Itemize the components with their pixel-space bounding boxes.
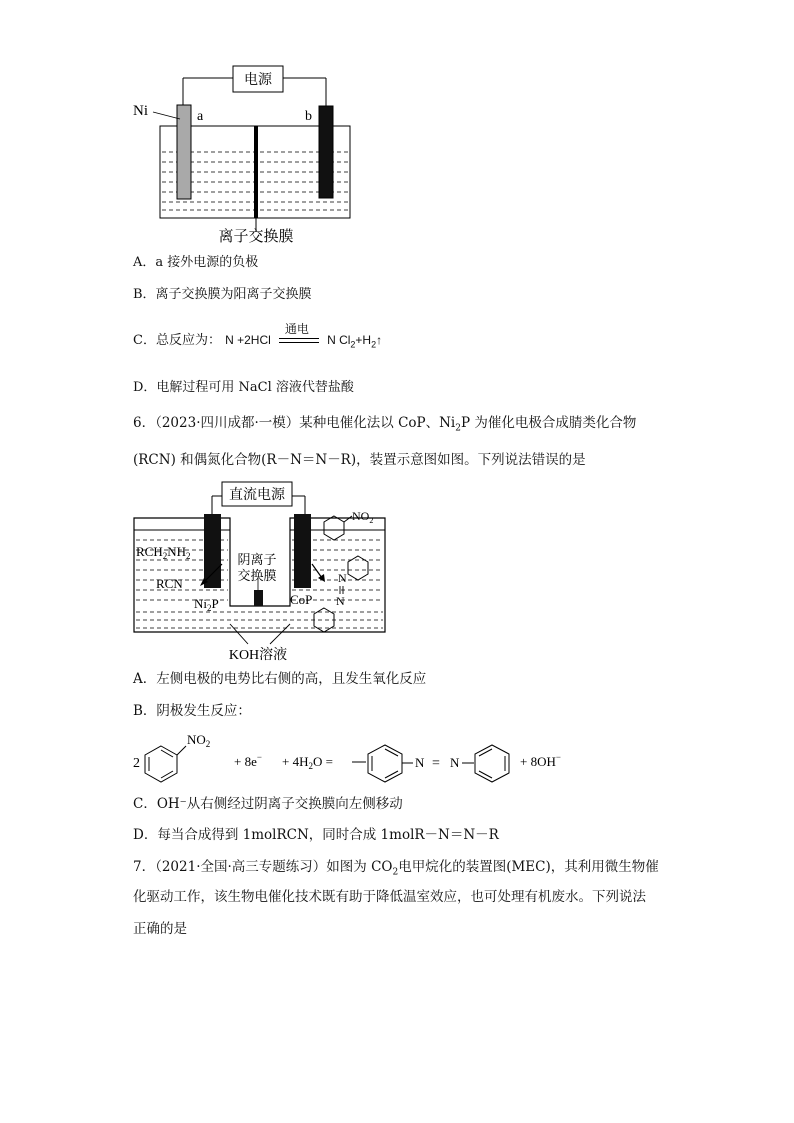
q6-option-b-equation [130,724,600,794]
subscript: 2 [350,339,356,350]
eq-text: + 4H [282,754,309,769]
azo-n1: N [338,571,347,585]
subscript: 2 [455,423,461,434]
eq-n2: N [450,755,460,770]
subscript: 2 [308,761,313,771]
ni-label: Ni [133,103,148,119]
subscript: 2 [205,739,211,749]
cop-label: CoP [290,592,313,607]
anion-exchange-membrane [254,590,263,606]
electrode-text-tail: P [211,596,219,611]
electrode-b [319,106,333,198]
q7-stem-line1 [133,856,659,884]
subscript: 2 [207,603,212,613]
no2-label [352,509,373,525]
benzene-ring-icon [145,746,177,782]
subscript: 2 [162,551,168,561]
product-rcn: RCN [156,576,183,591]
benzene-ring-icon [348,556,368,580]
eq-hydroxide [520,752,561,769]
eq-coefficient: 2 [133,756,140,771]
electrode-text: Ni [194,596,207,611]
q6-option-d: D．每当合成得到 1molRCN，同时合成 1molR－N＝N－R [133,827,499,843]
benzene-ring-icon [475,745,509,782]
q6-option-b: B．阴极发生反应： [133,703,251,719]
eq-text: + 8OH [520,754,556,769]
dc-power-label: 直流电源 [229,488,285,503]
membrane-label-line1: 阴离子 [237,552,277,567]
reactant-text-tail: NH [167,544,187,559]
subscript: 2 [392,867,399,878]
q6-stem-text: 6．（2023·四川成都·一模）某种电催化法以 CoP、Ni [133,415,456,431]
ni2p-label [194,596,219,613]
subscript: 2 [371,339,377,350]
eq-n1: N [415,755,425,770]
group-text: NO [187,732,206,747]
q5-option-a: A．a 接外电源的负极 [133,255,259,270]
subscript: 2 [186,551,191,561]
power-source-label: 电源 [244,73,272,88]
q5-option-c-left: N +2HCl [225,333,271,347]
reactant-rch2nh2 [136,544,191,561]
q6-stem-line1 [133,412,636,440]
gas-arrow-icon: ↑ [376,333,383,347]
eq-text: O = [312,754,333,769]
q5-option-c-prefix: C．总反应为： [133,333,221,348]
electrode-b-label: b [305,109,312,124]
q7-stem-text-tail: 电甲烷化的装置图(MEC)，其利用微生物催 [398,859,659,875]
q6-option-c: C．OH⁻从右侧经过阴离子交换膜向左侧移动 [133,796,403,812]
figure-1-electrolysis-cell [125,60,365,250]
superscript: − [555,752,561,762]
q6-stem-text-tail: P 为催化电极合成腈类化合物 [460,415,637,431]
q7-stem-line3: 正确的是 [133,921,187,937]
eq-electrons [234,752,262,769]
benzene-ring-icon [314,608,334,632]
eq-double-bond: = [432,756,440,771]
electrode-a-label: a [197,109,204,124]
q5-option-b: B．离子交换膜为阳离子交换膜 [133,287,312,302]
eq-text: + 8e [234,754,257,769]
q5-option-c [133,321,383,354]
group-text: NO [352,509,370,523]
q5-option-c-right: N Cl [327,333,351,347]
membrane-label: 离子交换膜 [218,229,294,245]
ni2p-electrode [204,514,221,588]
q7-stem-text: 7．（2021·全国·高三专题练习）如图为 CO [133,859,393,875]
eq-no2 [187,732,210,749]
cop-electrode [294,514,311,588]
q7-stem-line2: 化驱动工作，该生物电催化技术既有助于降低温室效应，也可处理有机废水。下列说法 [133,889,646,905]
eq-water [282,754,333,771]
benzene-ring-icon [324,516,344,540]
superscript: − [256,752,262,762]
q6-option-a: A．左侧电极的电势比右侧的高，且发生氧化反应 [133,671,427,687]
q5-option-d: D．电解过程可用 NaCl 溶液代替盐酸 [133,380,354,395]
q5-option-c-condition: 通电 [284,321,309,336]
q5-option-c-h: +H [355,333,372,347]
azo-n2: N [336,594,345,608]
figure-2-electrocatalysis-device [130,478,390,668]
reactant-text: RCH [136,544,163,559]
subscript: 2 [369,516,374,525]
arrow-right-icon [318,574,325,582]
benzene-ring-icon [368,745,402,782]
koh-solution-label: KOH溶液 [228,648,288,663]
q6-stem-line2: (RCN) 和偶氮化合物(R－N＝N－R)，装置示意图如图。下列说法错误的是 [133,452,586,468]
membrane-label-line2: 交换膜 [237,568,277,583]
